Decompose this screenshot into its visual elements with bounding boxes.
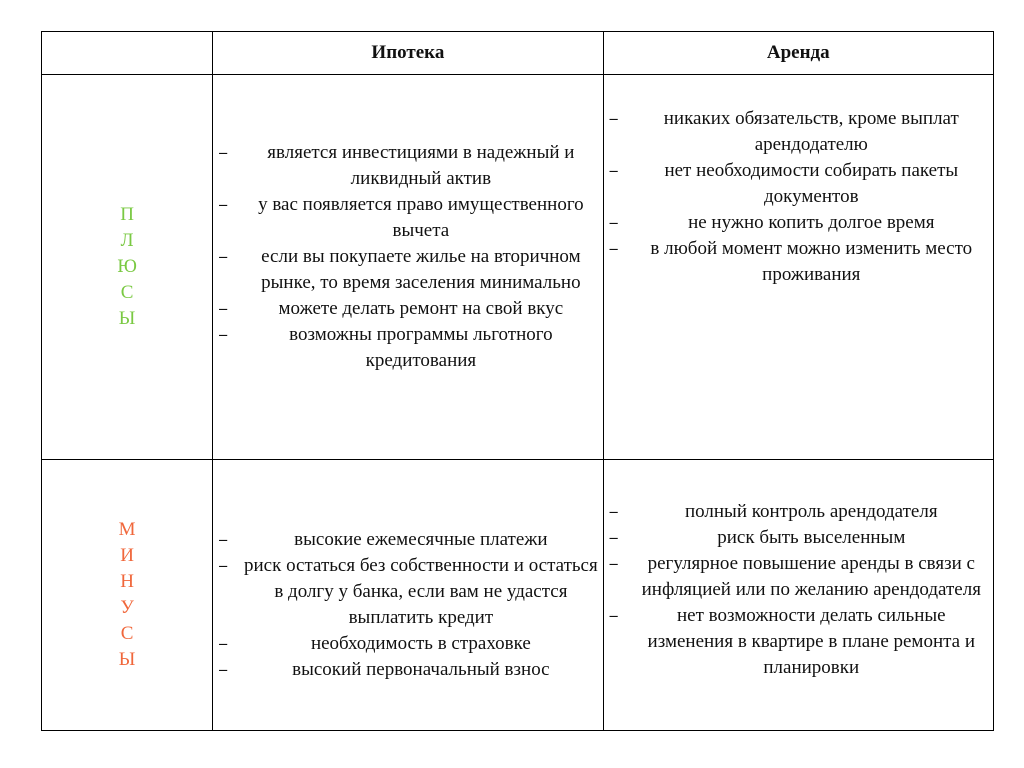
label-letter: У — [120, 596, 134, 618]
label-letter: С — [120, 622, 134, 644]
dash-bullet-icon: – — [219, 325, 228, 343]
list-item-text: можете делать ремонт на свой вкус — [278, 297, 564, 319]
rent-cons-list — [604, 499, 993, 691]
dash-bullet-icon: – — [219, 530, 228, 548]
dash-bullet-icon: – — [219, 247, 228, 265]
list-item — [610, 499, 989, 525]
pros-row — [42, 75, 994, 460]
cons-label-cell — [42, 459, 213, 730]
header-row — [42, 32, 994, 75]
list-item — [610, 158, 989, 210]
mortgage-cons-list — [213, 507, 602, 683]
label-letter: П — [120, 203, 134, 225]
dash-bullet-icon: – — [609, 606, 618, 624]
dash-bullet-icon: – — [609, 161, 618, 179]
cons-label — [119, 517, 136, 673]
list-item — [610, 236, 989, 288]
list-item — [219, 296, 598, 322]
dash-bullet-icon: – — [219, 299, 228, 317]
list-item-text: высокие ежемесячные платежи — [294, 528, 548, 550]
label-letter: Ы — [118, 307, 136, 329]
list-item-text: нет необходимости собирать пакеты документов — [664, 159, 959, 207]
rent-cons-cell — [603, 459, 993, 730]
list-item — [219, 553, 598, 631]
mortgage-header: Ипотека — [213, 32, 603, 75]
list-item — [219, 140, 598, 192]
dash-bullet-icon: – — [609, 502, 618, 520]
list-item — [219, 657, 598, 683]
label-letter: Ю — [117, 255, 137, 277]
list-item — [219, 244, 598, 296]
list-item-text: у вас появляется право имущественного вычета — [258, 193, 584, 241]
list-item-text: высокий первоначальный взнос — [292, 658, 550, 680]
label-letter: Л — [120, 229, 134, 251]
list-item-text: в любой момент можно изменить место проживания — [650, 237, 973, 285]
list-item-text: полный контроль арендодателя — [684, 500, 938, 522]
dash-bullet-icon: – — [609, 213, 618, 231]
list-item-text: никаких обязательств, кроме выплат арендодателю — [663, 107, 959, 155]
list-item-text: риск остаться без собственности и остаться в долгу у банка, если вам не удастся выплатить кредит — [244, 554, 598, 628]
list-item — [610, 106, 989, 158]
list-item-text: возможны программы льготного кредитования — [289, 323, 553, 371]
list-item — [610, 551, 989, 603]
dash-bullet-icon: – — [219, 195, 228, 213]
rent-pros-cell — [603, 75, 993, 460]
list-item-text: если вы покупаете жилье на вторичном рынке, то время заселения минимально — [261, 245, 581, 293]
list-item-text: необходимость в страховке — [310, 632, 531, 654]
list-item — [219, 527, 598, 553]
mortgage-cons-cell — [213, 459, 603, 730]
list-item — [219, 631, 598, 657]
list-item — [610, 603, 989, 681]
list-item — [610, 525, 989, 551]
dash-bullet-icon: – — [609, 239, 618, 257]
rent-header: Аренда — [603, 32, 993, 75]
corner-cell — [42, 32, 213, 75]
label-letter: Ы — [118, 648, 136, 670]
pros-label-cell — [42, 75, 213, 460]
rent-pros-list — [604, 106, 993, 428]
list-item-text: является инвестициями в надежный и ликвидный актив — [267, 141, 575, 189]
cons-row — [42, 459, 994, 730]
label-letter: С — [120, 281, 134, 303]
dash-bullet-icon: – — [219, 556, 228, 574]
dash-bullet-icon: – — [609, 554, 618, 572]
list-item — [610, 210, 989, 236]
mortgage-pros-cell — [213, 75, 603, 460]
dash-bullet-icon: – — [609, 528, 618, 546]
label-letter: Н — [120, 570, 134, 592]
list-item-text: риск быть выселенным — [717, 526, 906, 548]
list-item-text: не нужно копить долгое время — [688, 211, 935, 233]
label-letter: М — [118, 518, 136, 540]
list-item-text: регулярное повышение аренды в связи с инфляцией или по желанию арендодателя — [641, 552, 981, 600]
list-item — [219, 322, 598, 374]
list-item — [219, 192, 598, 244]
label-letter: И — [120, 544, 134, 566]
pros-label — [117, 202, 137, 332]
dash-bullet-icon: – — [219, 634, 228, 652]
dash-bullet-icon: – — [219, 143, 228, 161]
comparison-table — [41, 31, 994, 731]
list-item-text: нет возможности делать сильные изменения в квартире в плане ремонта и планировки — [647, 604, 976, 678]
dash-bullet-icon: – — [609, 109, 618, 127]
dash-bullet-icon: – — [219, 660, 228, 678]
mortgage-pros-list — [213, 140, 602, 394]
